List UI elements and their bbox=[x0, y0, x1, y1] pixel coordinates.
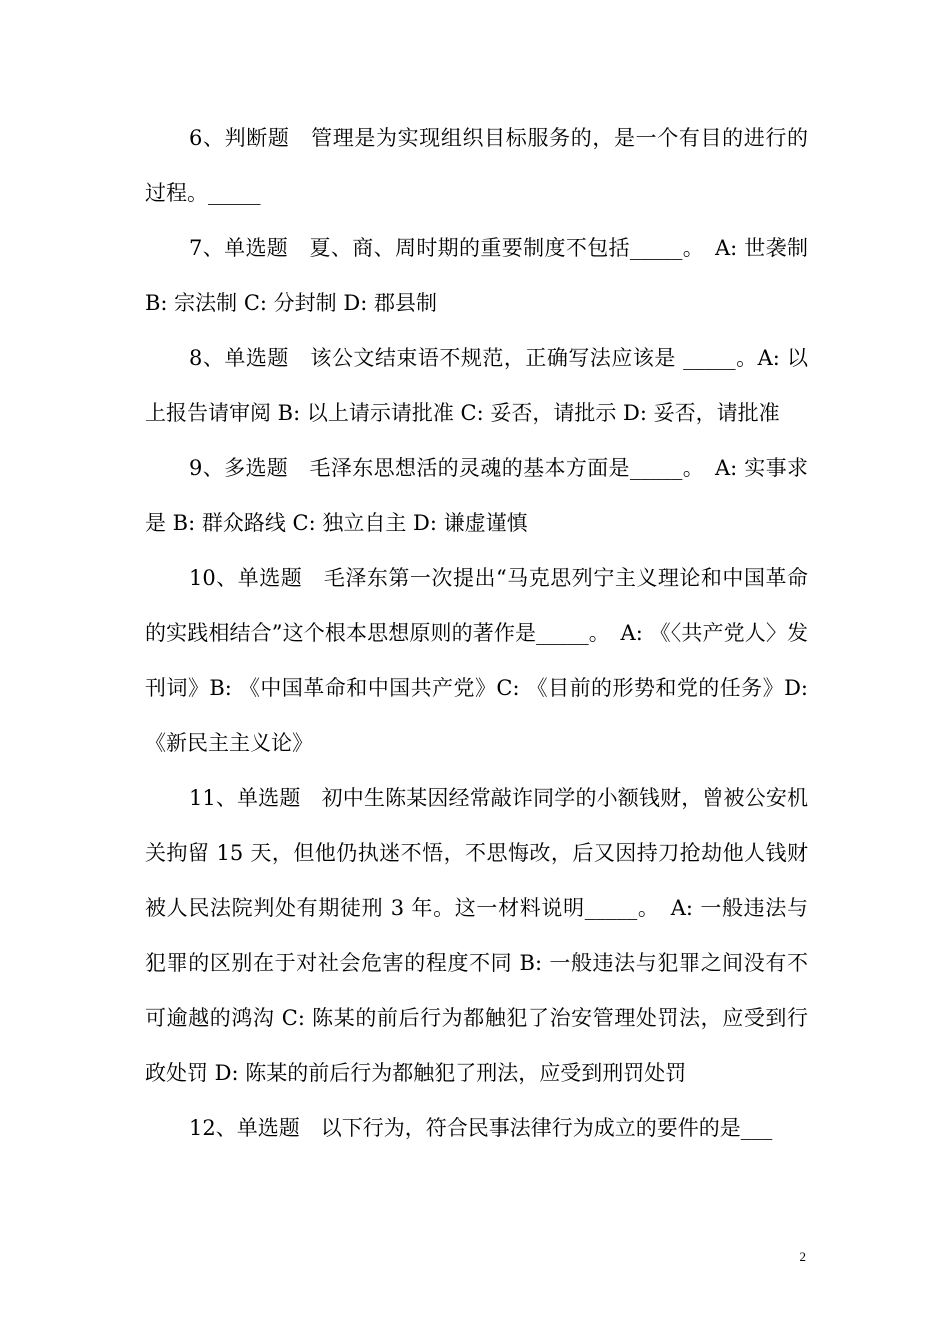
question-list bbox=[145, 111, 808, 1156]
question-text: 9、多选题 毛泽东思想活的灵魂的基本方面是_____。 A: 实事求是 B: 群众路线 C: 独立自主 D: 谦虚谨慎 bbox=[145, 456, 808, 535]
question-9 bbox=[145, 441, 808, 551]
question-8 bbox=[145, 331, 808, 441]
question-text: 8、单选题 该公文结束语不规范，正确写法应该是 _____。A: 以上报告请审阅 B: 以上请示请批准 C: 妥否，请批示 D: 妥否，请批准 bbox=[145, 346, 808, 425]
question-10 bbox=[145, 551, 808, 771]
question-text: 11、单选题 初中生陈某因经常敲诈同学的小额钱财，曾被公安机关拘留 15 天，但他仍执迷不悟，不思悔改，后又因持刀抢劫他人钱财被人民法院判处有期徒刑 3 年。这一材料说明_____。 A: 一般违法与犯罪的区别在于对社会危害的程度不同 B: 一般违法与犯罪之间没有不可逾越的鸿沟 C: 陈某的前后行为都触犯了治安管理处罚法，应受到行政处罚 D: 陈某的前后行为都触犯了刑法，应受到刑罚处罚 bbox=[145, 786, 808, 1085]
question-7 bbox=[145, 221, 808, 331]
question-text: 10、单选题 毛泽东第一次提出“马克思列宁主义理论和中国革命的实践相结合”这个根本思想原则的著作是_____。 A: 《〈共产党人〉发刊词》B: 《中国革命和中国共产党》C: 《目前的形势和党的任务》D: 《新民主主义论》 bbox=[145, 566, 808, 755]
question-text: 7、单选题 夏、商、周时期的重要制度不包括_____。 A: 世袭制 B: 宗法制 C: 分封制 D: 郡县制 bbox=[145, 236, 808, 315]
question-text: 12、单选题 以下行为，符合民事法律行为成立的要件的是___ bbox=[189, 1116, 773, 1140]
question-11 bbox=[145, 771, 808, 1101]
question-text: 6、判断题 管理是为实现组织目标服务的，是一个有目的进行的过程。_____ bbox=[145, 126, 808, 205]
question-6 bbox=[145, 111, 808, 221]
question-12 bbox=[145, 1101, 808, 1156]
page-number: 2 bbox=[799, 1249, 806, 1264]
